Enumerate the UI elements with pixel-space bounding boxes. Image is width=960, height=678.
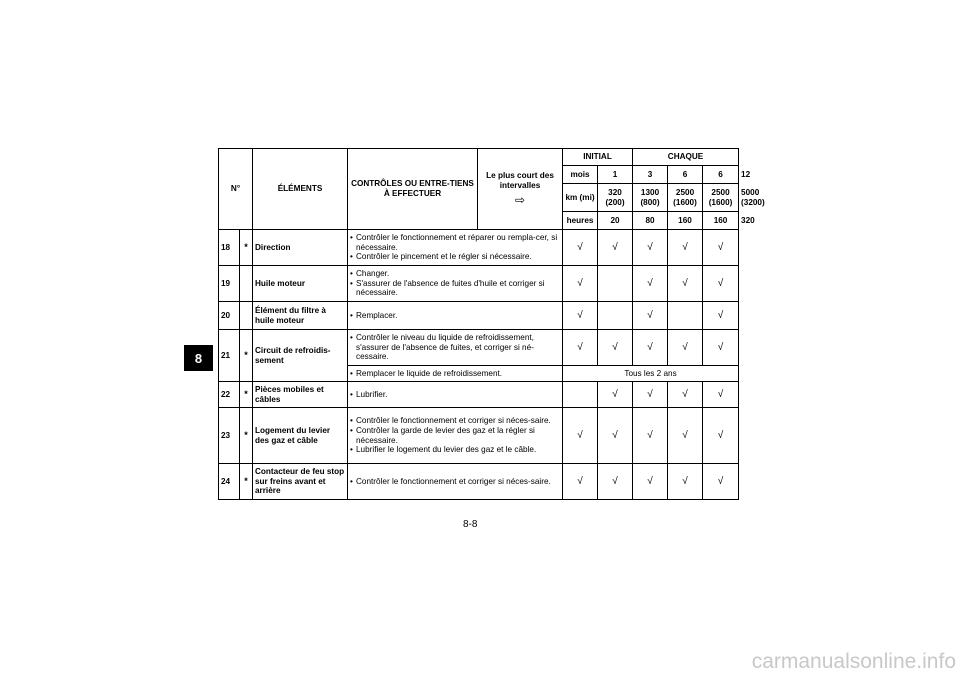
row-element: Circuit de refroidis-sement: [253, 330, 348, 382]
check-cell: [668, 302, 703, 330]
check-cell: √: [598, 230, 633, 266]
check-cell: [598, 302, 633, 330]
row-element: Huile moteur: [253, 266, 348, 302]
row-controls: [348, 408, 563, 464]
control-item: • Contrôler le niveau du liquide de refroidissement, s'assurer de l'absence de fuites, et corriger si né-cessaire.: [350, 333, 560, 363]
row-star: *: [240, 382, 253, 408]
row-star: *: [240, 330, 253, 382]
check-cell: √: [668, 382, 703, 408]
control-item: • Contrôler la garde de levier des gaz et la régler si nécessaire.: [350, 426, 560, 446]
table-row: [219, 464, 739, 500]
check-cell: √: [598, 464, 633, 500]
row-number: 21: [219, 330, 240, 382]
check-cell: √: [633, 302, 668, 330]
control-item: • Contrôler le pincement et le régler si nécessaire.: [350, 252, 560, 262]
check-cell: √: [703, 266, 739, 302]
control-item: • Contrôler le fonctionnement et réparer ou rempla-cer, si nécessaire.: [350, 233, 560, 253]
header-mois-value: 6: [668, 166, 703, 184]
header-number: N°: [219, 149, 253, 230]
row-controls: [348, 330, 563, 366]
header-mois-value: 1: [598, 166, 633, 184]
control-item: • Changer.: [350, 269, 560, 279]
control-item: • Remplacer.: [350, 311, 560, 321]
check-cell: √: [633, 464, 668, 500]
row-number: 22: [219, 382, 240, 408]
row-element: Contacteur de feu stop sur freins avant et arrière: [253, 464, 348, 500]
header-heures-label: heures: [563, 212, 598, 230]
check-cell: √: [633, 230, 668, 266]
row-star: [240, 266, 253, 302]
header-mois-value: 3: [633, 166, 668, 184]
header-shortest-interval-label: Le plus court des intervalles: [486, 170, 554, 190]
header-heures-value: 160: [668, 212, 703, 230]
header-km-value: 1300 (800): [633, 184, 668, 212]
check-cell: √: [703, 408, 739, 464]
row-star: *: [240, 464, 253, 500]
row-controls: [348, 366, 563, 382]
header-shortest-interval: [478, 149, 563, 230]
row-element: Direction: [253, 230, 348, 266]
header-heures-value: 20: [598, 212, 633, 230]
check-cell: √: [563, 408, 598, 464]
maintenance-table: N° ÉLÉMENTS CONTRÔLES OU ENTRE-TIENS À EFFECTUER Le plus court des intervalles ⇨ INITIAL CHAQUE mois 1 3 6 6 12 km (mi) 320 (200) 1300 (800) 2500 (1600) 2500 (1600) 5000 (3200) heures 20 80 160 160 320 18 * Direction • Contrôler le fonctionnement et réparer ou rempla-cer, si nécessaire. • Contrôler le pincement et le régler si nécessaire. √ √ √ √ √ 19 Huile moteur • Changer. • S'assurer de l'absence de fuites d'huile et corriger si nécessaire. √ √ √ √ 20 Élément du filtre à huile moteur • Remplacer. √ √ √ 21 * Circuit de refroidis-sement • Contrôler le niveau du liquide de refroidissement, s'assurer de l'absence de fuites, et corriger si né-cessaire. √ √ √ √ √ • Remplacer le liquide de refroidissement. Tous les 2 ans 22 * Pièces mobiles et câbles • Lubrifier. √ √ √ √ 23 * Logement du levier des gaz et câble • Contrôler le fonctionnement et corriger si néces-saire. • Contrôler la garde de levier des gaz et la régler si nécessaire. • Lubrifier le logement du levier des gaz et le câble. √ √ √ √ √ 24 * Contacteur de feu stop sur freins avant et arrière • Contrôler le fonctionnement et corriger si néces-saire. √ √ √ √ √: [218, 148, 739, 500]
header-initial: INITIAL: [563, 149, 633, 166]
check-cell: √: [563, 230, 598, 266]
check-cell: √: [633, 266, 668, 302]
table-row: [219, 302, 739, 330]
row-element: Logement du levier des gaz et câble: [253, 408, 348, 464]
check-cell: √: [598, 330, 633, 366]
header-controls: CONTRÔLES OU ENTRE-TIENS À EFFECTUER: [348, 149, 478, 230]
row-controls: [348, 230, 563, 266]
control-item: • Contrôler le fonctionnement et corriger si néces-saire.: [350, 416, 560, 426]
row-star: *: [240, 230, 253, 266]
control-item: • Contrôler le fonctionnement et corriger si néces-saire.: [350, 477, 560, 487]
check-cell: √: [668, 464, 703, 500]
header-mois-label: mois: [563, 166, 598, 184]
row-controls: [348, 464, 563, 500]
check-cell: √: [703, 230, 739, 266]
header-heures-value: 160: [703, 212, 739, 230]
row-number: 19: [219, 266, 240, 302]
check-cell: √: [563, 330, 598, 366]
row-number: 24: [219, 464, 240, 500]
table-row: [219, 266, 739, 302]
row-star: [240, 302, 253, 330]
row-number: 23: [219, 408, 240, 464]
check-cell: √: [703, 382, 739, 408]
check-cell: √: [563, 302, 598, 330]
row-controls: [348, 266, 563, 302]
header-km-value: 320 (200): [598, 184, 633, 212]
header-heures-value: 80: [633, 212, 668, 230]
check-cell: √: [563, 464, 598, 500]
row-number: 18: [219, 230, 240, 266]
check-cell: √: [633, 408, 668, 464]
check-cell: √: [563, 266, 598, 302]
control-item: • Lubrifier le logement du levier des gaz et le câble.: [350, 445, 560, 455]
header-km-label: km (mi): [563, 184, 598, 212]
row-controls: [348, 302, 563, 330]
check-cell: √: [633, 330, 668, 366]
check-cell: √: [633, 382, 668, 408]
row-element: Élément du filtre à huile moteur: [253, 302, 348, 330]
header-km-value: 2500 (1600): [703, 184, 739, 212]
control-item: • Lubrifier.: [350, 390, 560, 400]
watermark: carmanualsonline.info: [751, 650, 956, 673]
row-star: *: [240, 408, 253, 464]
row-controls: [348, 382, 563, 408]
table-row: [219, 382, 739, 408]
arrow-right-icon: ⇨: [514, 192, 526, 207]
table-row: [219, 230, 739, 266]
check-cell: √: [703, 464, 739, 500]
control-item: • S'assurer de l'absence de fuites d'huile et corriger si nécessaire.: [350, 279, 560, 299]
check-cell: √: [668, 330, 703, 366]
check-cell: √: [598, 382, 633, 408]
check-cell: √: [703, 330, 739, 366]
check-cell: √: [703, 302, 739, 330]
header-elements: ÉLÉMENTS: [253, 149, 348, 230]
check-cell: [598, 266, 633, 302]
table-row: [219, 330, 739, 366]
table-row: [219, 408, 739, 464]
header-chaque: CHAQUE: [633, 149, 739, 166]
header-km-value: 2500 (1600): [668, 184, 703, 212]
header-mois-value: 6: [703, 166, 739, 184]
row-element: Pièces mobiles et câbles: [253, 382, 348, 408]
check-cell: √: [668, 230, 703, 266]
page-number: 8-8: [463, 519, 478, 530]
interval-text: Tous les 2 ans: [563, 366, 739, 382]
row-number: 20: [219, 302, 240, 330]
check-cell: √: [668, 408, 703, 464]
check-cell: √: [598, 408, 633, 464]
check-cell: √: [668, 266, 703, 302]
control-item: • Remplacer le liquide de refroidissement.: [350, 369, 560, 379]
check-cell: [563, 382, 598, 408]
chapter-tab: 8: [184, 345, 213, 371]
